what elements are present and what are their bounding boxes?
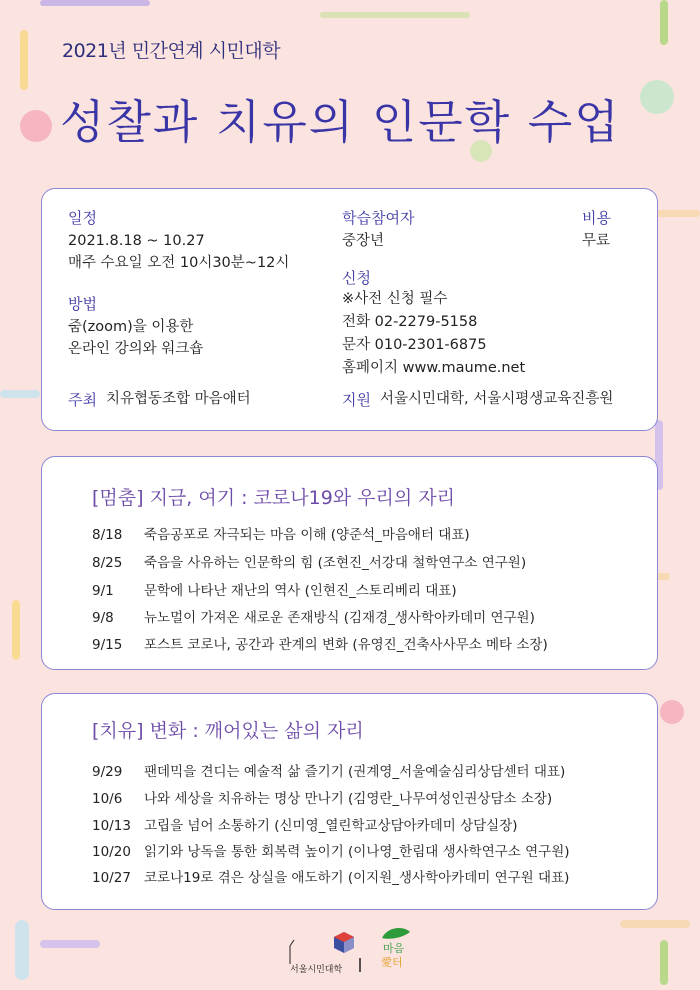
info-card [41,188,658,431]
session-date: 10/6 [92,791,123,807]
schedule-line: 매주 수요일 오전 10시30분~12시 [68,255,290,271]
method-label: 방법 [68,295,97,313]
cost-value: 무료 [582,233,611,249]
session-row [92,551,526,571]
support-value: 서울시민대학, 서울시평생교육진흥원 [380,391,614,407]
session-desc: 포스트 코로나, 공간과 관계의 변화 (유영진_건축사사무소 메타 소장) [144,637,548,653]
apply-line: 홈페이지 www.maume.net [342,360,526,376]
session-desc: 죽음공포로 자극되는 마음 이해 (양준석_마음애터 대표) [144,527,470,543]
decor-bar [20,30,28,90]
apply-line: 전화 02-2279-5158 [342,314,478,330]
host-label: 주최 [68,391,97,409]
decor-bar [320,12,470,18]
section-title: [치유] 변화 : 깨어있는 삶의 자리 [92,720,364,742]
apply-line: ※사전 신청 필수 [342,291,448,307]
maume-logo [378,926,414,974]
session-desc: 고립을 넘어 소통하기 (신미영_열린학교상담아카데미 상담실장) [144,818,518,834]
session-date: 9/29 [92,764,123,780]
session-date: 9/15 [92,637,123,653]
decor-dot [660,700,684,724]
session-row [92,787,552,807]
session-row [92,760,565,780]
session-row [92,633,548,653]
session-desc: 팬데믹을 견디는 예술적 삶 즐기기 (권계영_서울예술심리상담센터 대표) [144,764,566,780]
session-desc: 죽음을 사유하는 인문학의 힘 (조현진_서강대 철학연구소 연구원) [144,555,527,571]
session-date: 9/8 [92,610,114,626]
session-date: 10/13 [92,818,131,834]
decor-bar [12,600,20,660]
session-desc: 뉴노멀이 가져온 새로운 존재방식 (김재경_생사학아카데미 연구원) [144,610,535,626]
seoul-citizen-university-logo [288,928,364,974]
method-line: 온라인 강의와 워크숍 [68,341,204,357]
leaf-icon [378,926,414,940]
session-row [92,523,470,543]
session-date: 10/20 [92,844,131,860]
method-line: 줌(zoom)을 이용한 [68,319,194,335]
session-desc: 읽기와 낭독을 통한 회복력 높이기 (이나영_한림대 생사학연구소 연구원) [144,844,570,860]
session-date: 8/18 [92,527,123,543]
seoul-logo-text: 서울시민대학 [290,965,343,975]
session-row [92,579,457,599]
decor-bar [660,0,668,45]
decor-dot [20,110,52,142]
session-desc: 나와 세상을 치유하는 명상 만나기 (김영란_나무여성인권상담소 소장) [144,791,553,807]
apply-label: 신청 [342,269,371,287]
session-row [92,606,535,626]
decor-bar [0,390,40,398]
session-date: 10/27 [92,870,131,886]
session-card-healing [41,693,658,910]
cost-label: 비용 [582,209,611,227]
session-row [92,814,518,834]
apply-line: 문자 010-2301-6875 [342,337,487,353]
subtitle: 2021년 민간연계 시민대학 [62,40,281,62]
decor-dot [640,80,674,114]
maume-logo-top: 마음 [383,942,405,955]
schedule-line: 2021.8.18 ~ 10.27 [68,233,205,249]
section-title: [멈춤] 지금, 여기 : 코로나19와 우리의 자리 [92,487,455,509]
session-desc: 코로나19로 겪은 상실을 애도하기 (이지원_생사학아카데미 연구원 대표) [144,870,570,886]
session-date: 9/1 [92,583,114,599]
participants-label: 학습참여자 [342,209,415,227]
maume-logo-bottom: 愛터 [381,956,403,969]
schedule-label: 일정 [68,209,97,227]
host-value: 치유협동조합 마음애터 [106,391,251,407]
session-date: 8/25 [92,555,123,571]
support-label: 지원 [342,391,371,409]
decor-bar [40,0,150,6]
session-desc: 문학에 나타난 재난의 역사 (인현진_스토리베리 대표) [144,583,457,599]
session-row [92,840,570,860]
page-title: 성찰과 치유의 인문학 수업 [60,95,621,149]
session-card-pause [41,456,658,670]
session-row [92,866,569,886]
participants-value: 중장년 [342,233,385,249]
footer [0,920,700,990]
